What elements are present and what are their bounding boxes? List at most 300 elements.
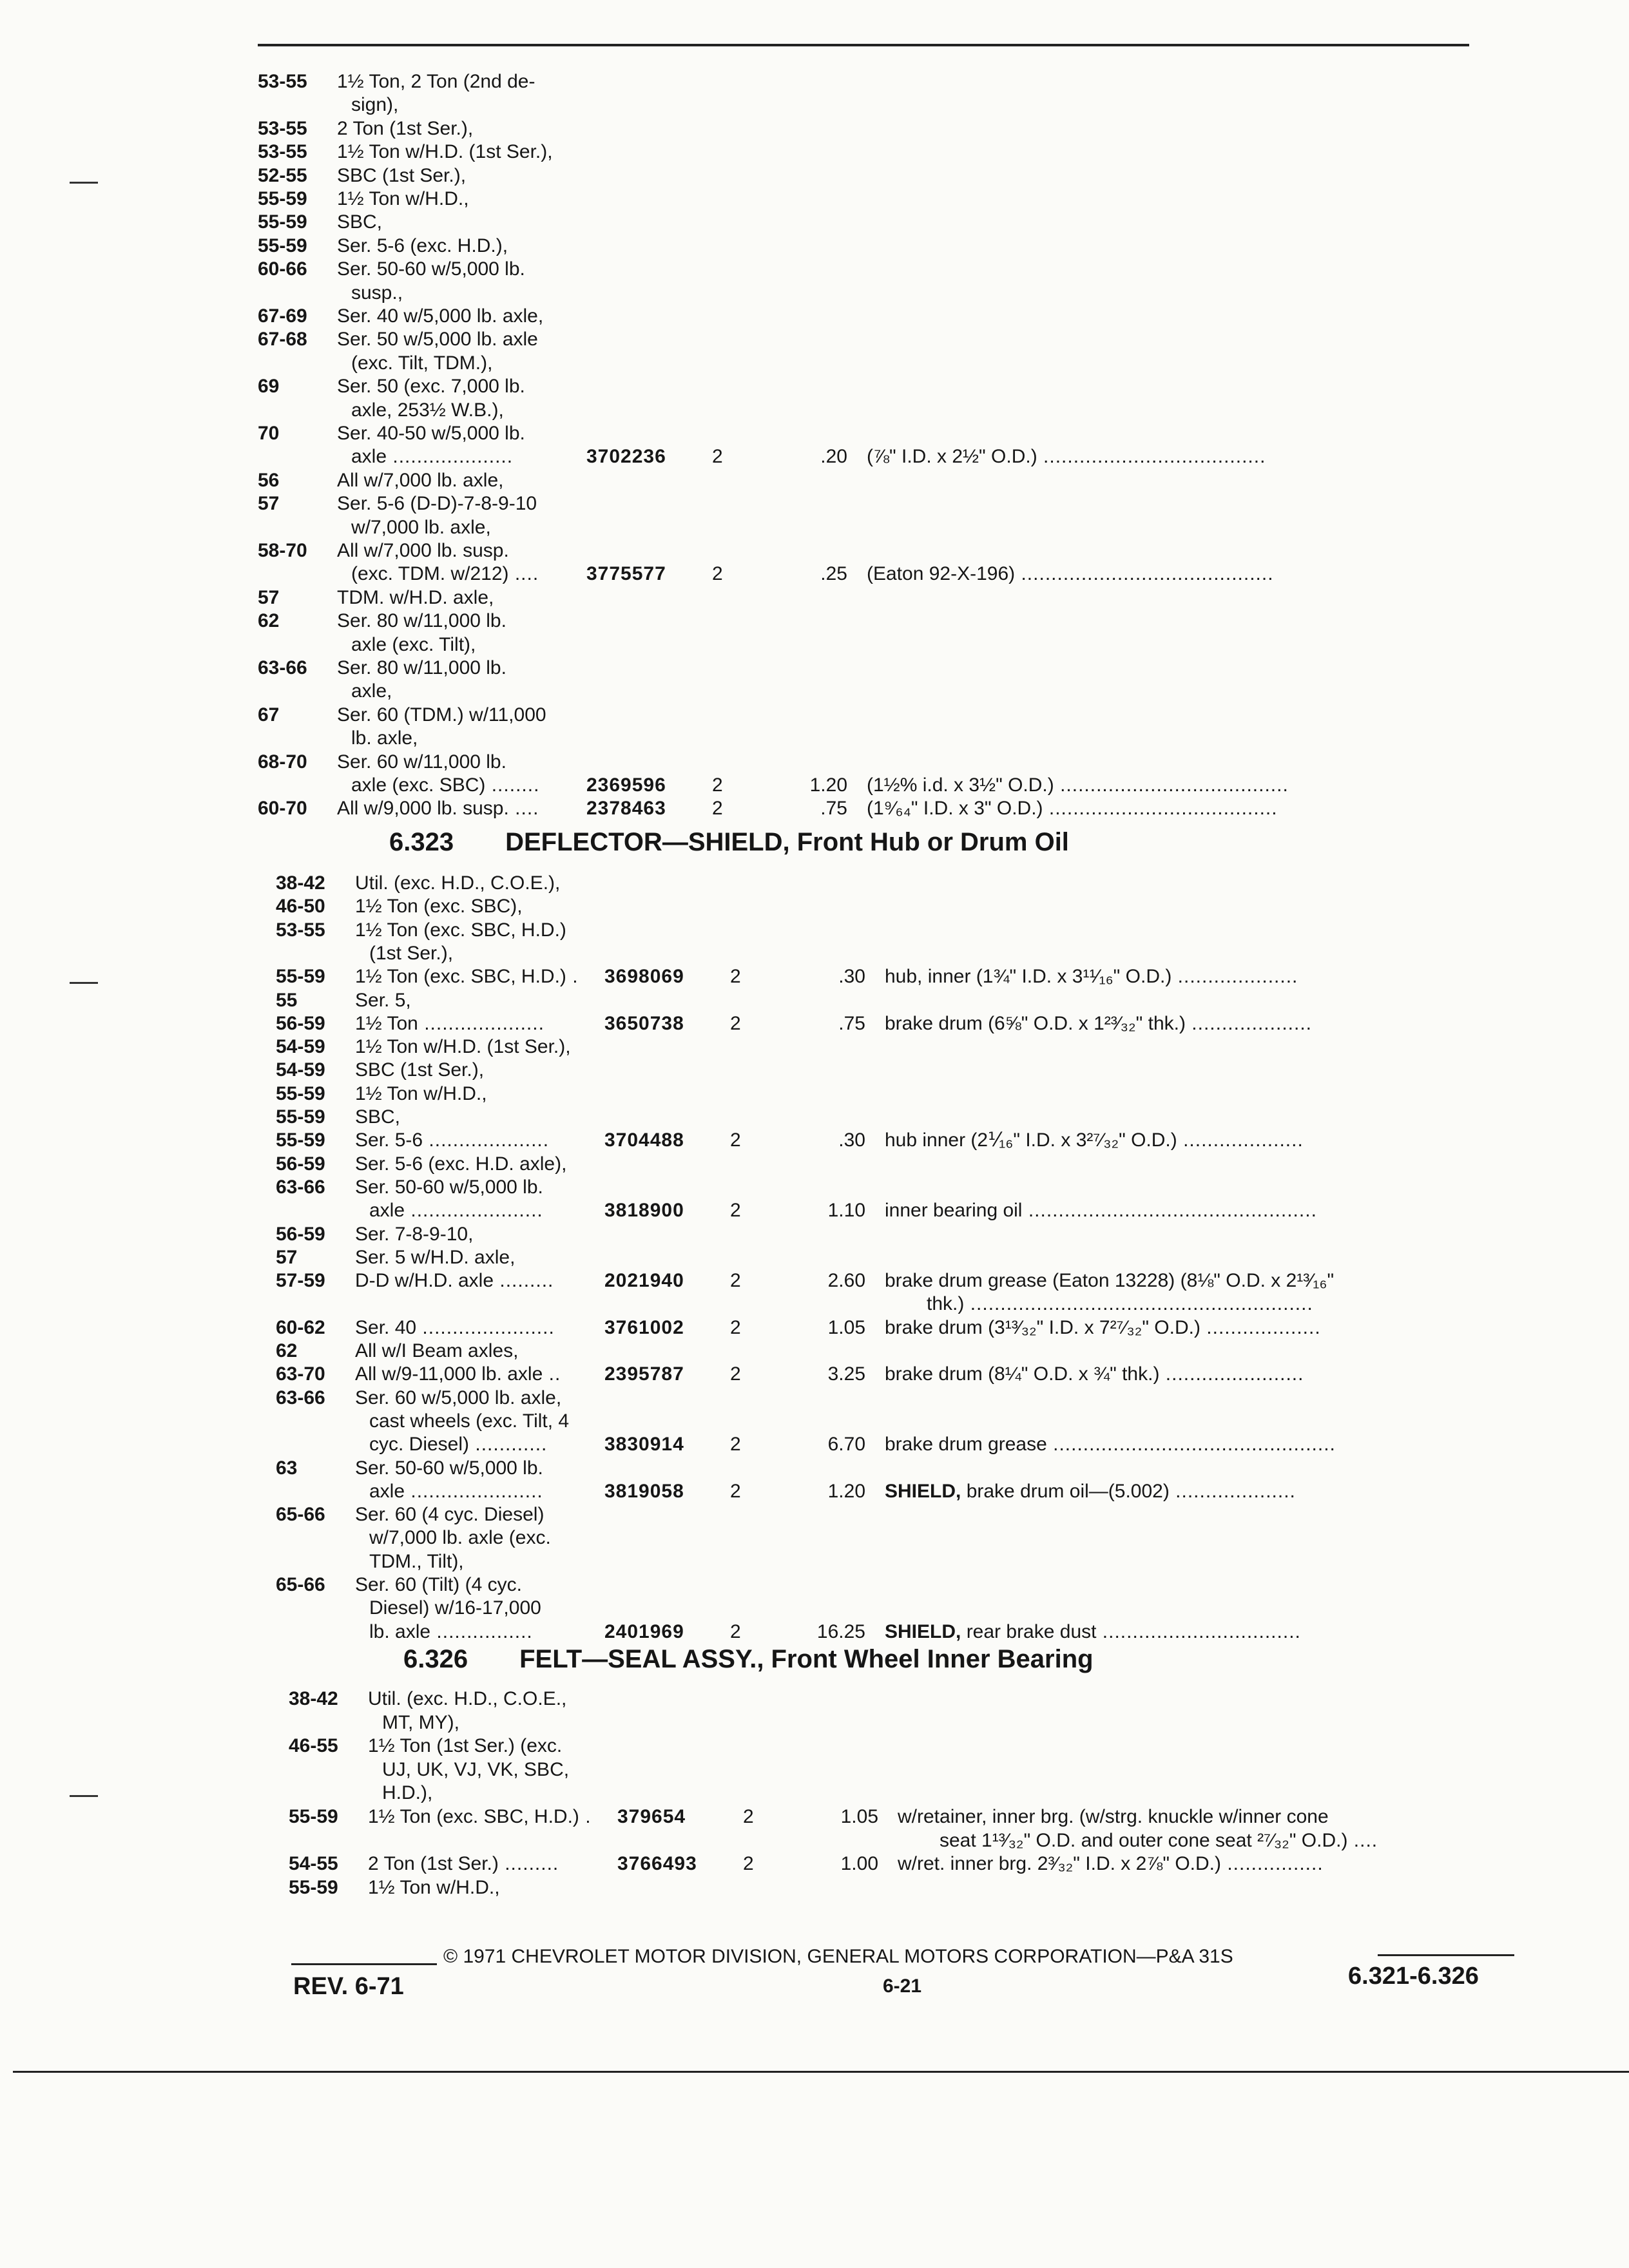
application-description (368, 1876, 500, 1900)
dot-leader: .... (1347, 1829, 1378, 1851)
remark-text: brake drum oil—(5.002) (961, 1480, 1170, 1502)
dot-leader: .......................................... (1015, 563, 1274, 585)
description-text: axle, 253½ W.B.), (351, 399, 504, 421)
model-years: 52-55 (258, 164, 307, 186)
description-text: Ser. 50 w/5,000 lb. axle (337, 329, 538, 351)
dot-leader: ...................... (416, 1316, 555, 1338)
model-years: 56-59 (276, 1012, 325, 1034)
quantity: 2 (730, 1012, 741, 1034)
description-text: Ser. 5-6 (exc. H.D.), (337, 235, 508, 256)
dot-leader: ......... (494, 1270, 554, 1292)
model-years: 67-69 (258, 305, 307, 327)
quantity: 2 (730, 1129, 741, 1151)
application-description (337, 796, 539, 821)
description-text: axle, (351, 680, 392, 702)
part-number: 2401969 (604, 1620, 684, 1642)
description-text: (exc. Tilt, TDM.), (351, 352, 493, 374)
remark-text: w/ret. inner brg. 2³⁄₃₂" I.D. x 2⅞" O.D.) (898, 1853, 1221, 1875)
description-text: Ser. 50-60 w/5,000 lb. (355, 1457, 543, 1479)
description-text: D-D w/H.D. axle (355, 1270, 494, 1292)
price: 16.25 (816, 1620, 865, 1642)
description-text: Ser. 50-60 w/5,000 lb. (355, 1176, 543, 1198)
description-text: lb. axle (369, 1620, 431, 1642)
application-description (369, 1620, 533, 1644)
quantity: 2 (730, 1620, 741, 1642)
description-text: Util. (exc. H.D., C.O.E.), (355, 872, 561, 894)
description-text: Ser. 40-50 w/5,000 lb. (337, 423, 525, 444)
top-rule (258, 44, 1469, 46)
price: 1.20 (827, 1480, 865, 1502)
dot-leader: ............ (469, 1434, 548, 1456)
description-text: susp., (351, 282, 403, 303)
part-number: 2369596 (586, 774, 666, 796)
application-description (355, 871, 560, 896)
dot-leader: .................... (418, 1012, 545, 1034)
application-description (355, 1222, 473, 1247)
description-text: 1½ Ton w/H.D. (1st Ser.), (355, 1036, 571, 1058)
dot-leader: ................................. (1096, 1620, 1301, 1642)
model-years: 69 (258, 376, 280, 398)
application-description (368, 1805, 592, 1829)
model-years: 63-66 (258, 657, 307, 678)
description-text: Ser. 80 w/11,000 lb. (337, 610, 506, 632)
description-text: SBC (1st Ser.), (337, 164, 467, 186)
price: .20 (820, 446, 847, 468)
description-text: 1½ Ton w/H.D., (355, 1082, 487, 1104)
model-years: 55-59 (289, 1876, 338, 1898)
model-years: 54-59 (276, 1059, 325, 1081)
description-text: axle (351, 446, 387, 468)
quantity: 2 (743, 1806, 754, 1827)
application-description (382, 1758, 569, 1782)
section-title: DEFLECTOR—SHIELD, Front Hub or Drum Oil (505, 828, 1069, 856)
model-years: 55-59 (258, 235, 307, 256)
quantity: 2 (730, 1480, 741, 1502)
parts-list-6-326 (289, 1687, 1552, 1919)
description-text: 1½ Ton (exc. SBC), (355, 896, 523, 918)
model-years: 57-59 (276, 1270, 325, 1292)
remark (885, 1362, 1304, 1387)
description-text: Ser. 40 w/5,000 lb. axle, (337, 305, 544, 327)
description-text: Ser. 60 (TDM.) w/11,000 (337, 704, 546, 726)
description-text: SBC, (337, 211, 383, 233)
application-description (369, 1526, 551, 1550)
application-description (355, 1503, 544, 1527)
model-years: 62 (258, 610, 280, 632)
model-years: 62 (276, 1340, 298, 1361)
application-description (355, 1456, 543, 1481)
application-description (355, 1105, 400, 1129)
model-years: 54-59 (276, 1036, 325, 1058)
application-description (351, 773, 539, 798)
remark-text: w/retainer, inner brg. (w/strg. knuckle w/inner cone (898, 1806, 1329, 1827)
description-text: 1½ Ton (exc. SBC, H.D.) (368, 1806, 579, 1827)
dot-leader: .................... (1177, 1129, 1304, 1151)
remark-text: brake drum (3¹³⁄₃₂" I.D. x 7²⁷⁄₃₂" O.D.) (885, 1316, 1200, 1338)
application-description (337, 327, 538, 352)
application-description (355, 988, 411, 1013)
footer-rule-left (291, 1963, 437, 1965)
part-number: 3761002 (604, 1316, 684, 1338)
application-description (355, 1128, 549, 1153)
description-text: All w/9-11,000 lb. axle (355, 1363, 543, 1385)
model-years: 67 (258, 704, 280, 726)
application-description (355, 894, 523, 919)
model-years: 55-59 (276, 1129, 325, 1151)
dot-leader: ...................................... (1043, 798, 1278, 820)
margin-mark (70, 182, 98, 184)
application-description (337, 140, 553, 164)
application-description (337, 492, 537, 516)
price: 3.25 (827, 1363, 865, 1385)
part-number: 2378463 (586, 798, 666, 820)
description-text: Diesel) w/16-17,000 (369, 1597, 541, 1619)
application-description (337, 187, 469, 211)
page-number: 6-21 (883, 1975, 922, 1997)
model-years: 54-55 (289, 1853, 338, 1875)
part-number: 379654 (617, 1806, 686, 1827)
description-text: Ser. 5, (355, 989, 411, 1011)
description-text: All w/7,000 lb. axle, (337, 469, 504, 491)
application-description (337, 609, 506, 633)
description-text: w/7,000 lb. axle, (351, 516, 491, 538)
quantity: 2 (730, 1270, 741, 1292)
application-description (355, 1175, 543, 1200)
model-years: 60-70 (258, 798, 307, 820)
application-description (369, 1198, 543, 1223)
description-text: SBC, (355, 1106, 401, 1128)
dot-leader: .... (508, 563, 539, 585)
application-description (369, 1550, 464, 1574)
remark (885, 1269, 1334, 1293)
description-text: All w/I Beam axles, (355, 1340, 519, 1361)
part-number: 3766493 (617, 1853, 697, 1875)
application-description (337, 210, 382, 235)
description-text: axle (369, 1200, 405, 1222)
remark-text: inner bearing oil (885, 1200, 1023, 1222)
remark-text: (1⁹⁄₆₄" I.D. x 3" O.D.) (867, 798, 1043, 820)
revision-label: REV. 6-71 (293, 1973, 404, 2000)
description-text: (exc. TDM. w/212) (351, 563, 509, 585)
application-description (369, 1409, 569, 1434)
application-description (355, 918, 566, 943)
application-description (369, 941, 453, 966)
model-years: 55-59 (276, 966, 325, 988)
remark (940, 1829, 1378, 1853)
application-description (369, 1596, 541, 1620)
remark (867, 562, 1274, 586)
description-text: Ser. 50-60 w/5,000 lb. (337, 258, 525, 280)
description-text: Ser. 60 w/5,000 lb. axle, (355, 1387, 562, 1408)
bottom-rule (13, 2071, 1629, 2073)
application-description (351, 351, 492, 376)
description-text: 1½ Ton w/H.D. (1st Ser.), (337, 141, 553, 163)
model-years: 55-59 (258, 211, 307, 233)
price: 1.10 (827, 1200, 865, 1222)
description-text: 1½ Ton w/H.D., (337, 188, 469, 209)
dot-leader: ...................... (405, 1200, 543, 1222)
description-text: cast wheels (exc. Tilt, 4 (369, 1410, 570, 1432)
application-description (355, 1269, 554, 1293)
dot-leader: .. (543, 1363, 561, 1385)
remark (867, 773, 1289, 798)
description-text: 1½ Ton (355, 1012, 418, 1034)
application-description (355, 1245, 515, 1270)
application-description (368, 1852, 559, 1876)
remark-text: rear brake dust (961, 1620, 1097, 1642)
remark (885, 1432, 1336, 1457)
part-number: 3819058 (604, 1480, 684, 1502)
description-text: Ser. 80 w/11,000 lb. (337, 657, 506, 678)
parts-list-6-321 (258, 70, 1521, 830)
part-number: 3775577 (586, 563, 666, 585)
dot-leader: ............................................... (1046, 1434, 1336, 1456)
section-range: 6.321-6.326 (1348, 1963, 1479, 1990)
price: .30 (838, 1129, 865, 1151)
application-description (337, 586, 494, 610)
model-years: 53-55 (258, 71, 307, 92)
dot-leader: ...................................... (1054, 774, 1289, 796)
margin-mark (70, 982, 98, 984)
remark-text: (Eaton 92-X-196) (867, 563, 1016, 585)
description-text: Ser. 5 w/H.D. axle, (355, 1246, 516, 1268)
remark-bold-prefix: SHIELD, (885, 1480, 961, 1502)
application-description (355, 1339, 518, 1363)
dot-leader: .................... (1171, 966, 1298, 988)
application-description (355, 1058, 484, 1082)
description-text: Ser. 5-6 (D-D)-7-8-9-10 (337, 493, 537, 515)
description-text: Util. (exc. H.D., C.O.E., (368, 1688, 567, 1709)
application-description (351, 562, 539, 586)
part-number: 3650738 (604, 1012, 684, 1034)
model-years: 53-55 (258, 117, 307, 139)
remark (927, 1292, 1313, 1316)
quantity: 2 (712, 798, 723, 820)
remark-text: thk.) (927, 1293, 965, 1315)
quantity: 2 (730, 966, 741, 988)
description-text: axle (exc. SBC) (351, 774, 486, 796)
model-years: 55-59 (289, 1806, 338, 1827)
part-number: 3702236 (586, 446, 666, 468)
dot-leader: . (579, 1806, 592, 1827)
model-years: 60-62 (276, 1316, 325, 1338)
description-text: Ser. 5-6 (exc. H.D. axle), (355, 1153, 567, 1175)
description-text: TDM. w/H.D. axle, (337, 586, 494, 608)
application-description (337, 257, 525, 282)
application-description (337, 539, 509, 563)
remark (885, 1198, 1317, 1223)
price: 1.00 (840, 1853, 878, 1875)
description-text: Ser. 60 (Tilt) (4 cyc. (355, 1574, 522, 1595)
model-years: 65-66 (276, 1574, 325, 1595)
remark-text: brake drum grease (Eaton 13228) (8⅛" O.D. x 2¹³⁄₁₆" (885, 1270, 1335, 1292)
remark-text: hub inner (2⅟₁₆" I.D. x 3²⁷⁄₃₂" O.D.) (885, 1129, 1177, 1151)
model-years: 70 (258, 423, 280, 444)
model-years: 46-55 (289, 1735, 338, 1757)
description-text: w/7,000 lb. axle (exc. (369, 1527, 551, 1549)
application-description (337, 164, 466, 188)
application-description (351, 445, 513, 469)
quantity: 2 (730, 1316, 741, 1338)
description-text: axle (369, 1480, 405, 1502)
description-text: axle (exc. Tilt), (351, 633, 476, 655)
section-title: FELT—SEAL ASSY., Front Wheel Inner Bearing (519, 1645, 1094, 1673)
application-description (355, 1012, 545, 1036)
quantity: 2 (730, 1434, 741, 1456)
model-years: 55-59 (258, 188, 307, 209)
description-text: Ser. 5-6 (355, 1129, 423, 1151)
quantity: 2 (730, 1363, 741, 1385)
dot-leader: ................................................ (1022, 1200, 1317, 1222)
description-text: 1½ Ton (1st Ser.) (exc. (368, 1735, 563, 1757)
margin-mark (70, 1795, 98, 1797)
model-years: 55-59 (276, 1106, 325, 1128)
remark-bold-prefix: SHIELD, (885, 1620, 961, 1642)
section-number: 6.326 (403, 1645, 468, 1673)
model-years: 46-50 (276, 896, 325, 918)
remark (867, 796, 1278, 821)
dot-leader: ................ (1220, 1853, 1324, 1875)
model-years: 63-66 (276, 1387, 325, 1408)
application-description (369, 1432, 547, 1457)
model-years: 63-70 (276, 1363, 325, 1385)
dot-leader: .................... (1169, 1480, 1296, 1502)
application-description (337, 374, 525, 399)
quantity: 2 (730, 1200, 741, 1222)
remark (885, 1128, 1304, 1153)
description-text: (1st Ser.), (369, 942, 454, 964)
application-description (382, 1711, 459, 1735)
section-number: 6.323 (389, 828, 454, 856)
price: .75 (820, 798, 847, 820)
application-description (337, 421, 525, 446)
model-years: 53-55 (258, 141, 307, 163)
application-description (337, 750, 506, 774)
model-years: 60-66 (258, 258, 307, 280)
remark-text: (1½% i.d. x 3½" O.D.) (867, 774, 1054, 796)
dot-leader: ........ (485, 774, 540, 796)
part-number: 3818900 (604, 1200, 684, 1222)
remark-text: brake drum (6⅝" O.D. x 1²³⁄₃₂" thk.) (885, 1012, 1186, 1034)
remark (867, 445, 1266, 469)
remark-text: brake drum grease (885, 1434, 1047, 1456)
application-description (351, 398, 504, 423)
dot-leader: . (566, 966, 579, 988)
price: 1.20 (809, 774, 847, 796)
model-years: 53-55 (276, 919, 325, 941)
quantity: 2 (712, 563, 723, 585)
model-years: 63 (276, 1457, 298, 1479)
remark-text: brake drum (8¼" O.D. x ¾" thk.) (885, 1363, 1160, 1385)
description-text: cyc. Diesel) (369, 1434, 470, 1456)
description-text: 2 Ton (1st Ser.) (368, 1853, 499, 1875)
remark (885, 1012, 1312, 1036)
application-description (337, 703, 546, 727)
remark (885, 1620, 1301, 1644)
model-years: 57 (258, 493, 280, 515)
description-text: All w/9,000 lb. susp. (337, 798, 509, 820)
description-text: sign), (351, 94, 399, 116)
application-description (351, 281, 403, 305)
model-years: 56-59 (276, 1153, 325, 1175)
description-text: 1½ Ton (exc. SBC, H.D.) (355, 966, 566, 988)
dot-leader: ....................... (1159, 1363, 1304, 1385)
application-description (337, 656, 506, 680)
remark (885, 965, 1298, 989)
model-years: 55-59 (276, 1082, 325, 1104)
model-years: 38-42 (289, 1688, 338, 1709)
application-description (355, 965, 579, 989)
price: .30 (838, 966, 865, 988)
model-years: 63-66 (276, 1176, 325, 1198)
dot-leader: ......... (498, 1853, 559, 1875)
dot-leader: .................... (1185, 1012, 1312, 1034)
application-description (351, 93, 398, 117)
description-text: 2 Ton (1st Ser.), (337, 117, 474, 139)
application-description (337, 468, 503, 493)
parts-list-6-323 (276, 871, 1539, 1644)
footer-rule-right (1378, 1954, 1514, 1956)
footer-copyright: © 1971 CHEVROLET MOTOR DIVISION, GENERAL MOTORS CORPORATION—P&A 31S (443, 1946, 1233, 1967)
application-description (355, 1035, 571, 1059)
description-text: Ser. 60 w/11,000 lb. (337, 751, 506, 773)
model-years: 57 (258, 586, 280, 608)
dot-leader: ................... (1200, 1316, 1321, 1338)
application-description (382, 1781, 432, 1805)
remark-text: seat 1¹³⁄₃₂" O.D. and outer cone seat ²⁷⁄₃₂" O.D.) (940, 1829, 1348, 1851)
part-number: 2395787 (604, 1363, 684, 1385)
remark-text: (⅞" I.D. x 2½" O.D.) (867, 446, 1037, 468)
model-years: 38-42 (276, 872, 325, 894)
description-text: 1½ Ton (exc. SBC, H.D.) (355, 919, 566, 941)
section-heading-6-326 (403, 1645, 1145, 1674)
part-number: 3830914 (604, 1434, 684, 1456)
description-text: Ser. 7-8-9-10, (355, 1223, 474, 1245)
application-description (355, 1082, 487, 1106)
application-description (351, 515, 491, 540)
application-description (369, 1479, 543, 1504)
dot-leader: ...................... (405, 1480, 543, 1502)
application-description (355, 1362, 561, 1387)
model-years: 56-59 (276, 1223, 325, 1245)
application-description (355, 1573, 522, 1597)
application-description (355, 1386, 561, 1410)
remark-text: hub, inner (1¾" I.D. x 3¹¹⁄₁₆" O.D.) (885, 966, 1172, 988)
remark (898, 1805, 1329, 1829)
quantity: 2 (743, 1853, 754, 1875)
part-number: 3698069 (604, 966, 684, 988)
dot-leader: .... (508, 798, 539, 820)
description-text: MT, MY), (382, 1711, 459, 1733)
price: 2.60 (827, 1270, 865, 1292)
dot-leader: ......................................................... (964, 1293, 1313, 1315)
quantity: 2 (712, 446, 723, 468)
section-heading-6-323 (389, 828, 1121, 857)
price: .75 (838, 1012, 865, 1034)
application-description (351, 726, 418, 751)
remark (898, 1852, 1324, 1876)
model-years: 58-70 (258, 540, 307, 561)
part-number: 2021940 (604, 1270, 684, 1292)
description-text: TDM., Tilt), (369, 1550, 464, 1572)
part-number: 3704488 (604, 1129, 684, 1151)
description-text: All w/7,000 lb. susp. (337, 540, 509, 561)
model-years: 68-70 (258, 751, 307, 773)
application-description (337, 234, 508, 258)
quantity: 2 (712, 774, 723, 796)
description-text: 1½ Ton w/H.D., (368, 1876, 500, 1898)
model-years: 55 (276, 989, 298, 1011)
